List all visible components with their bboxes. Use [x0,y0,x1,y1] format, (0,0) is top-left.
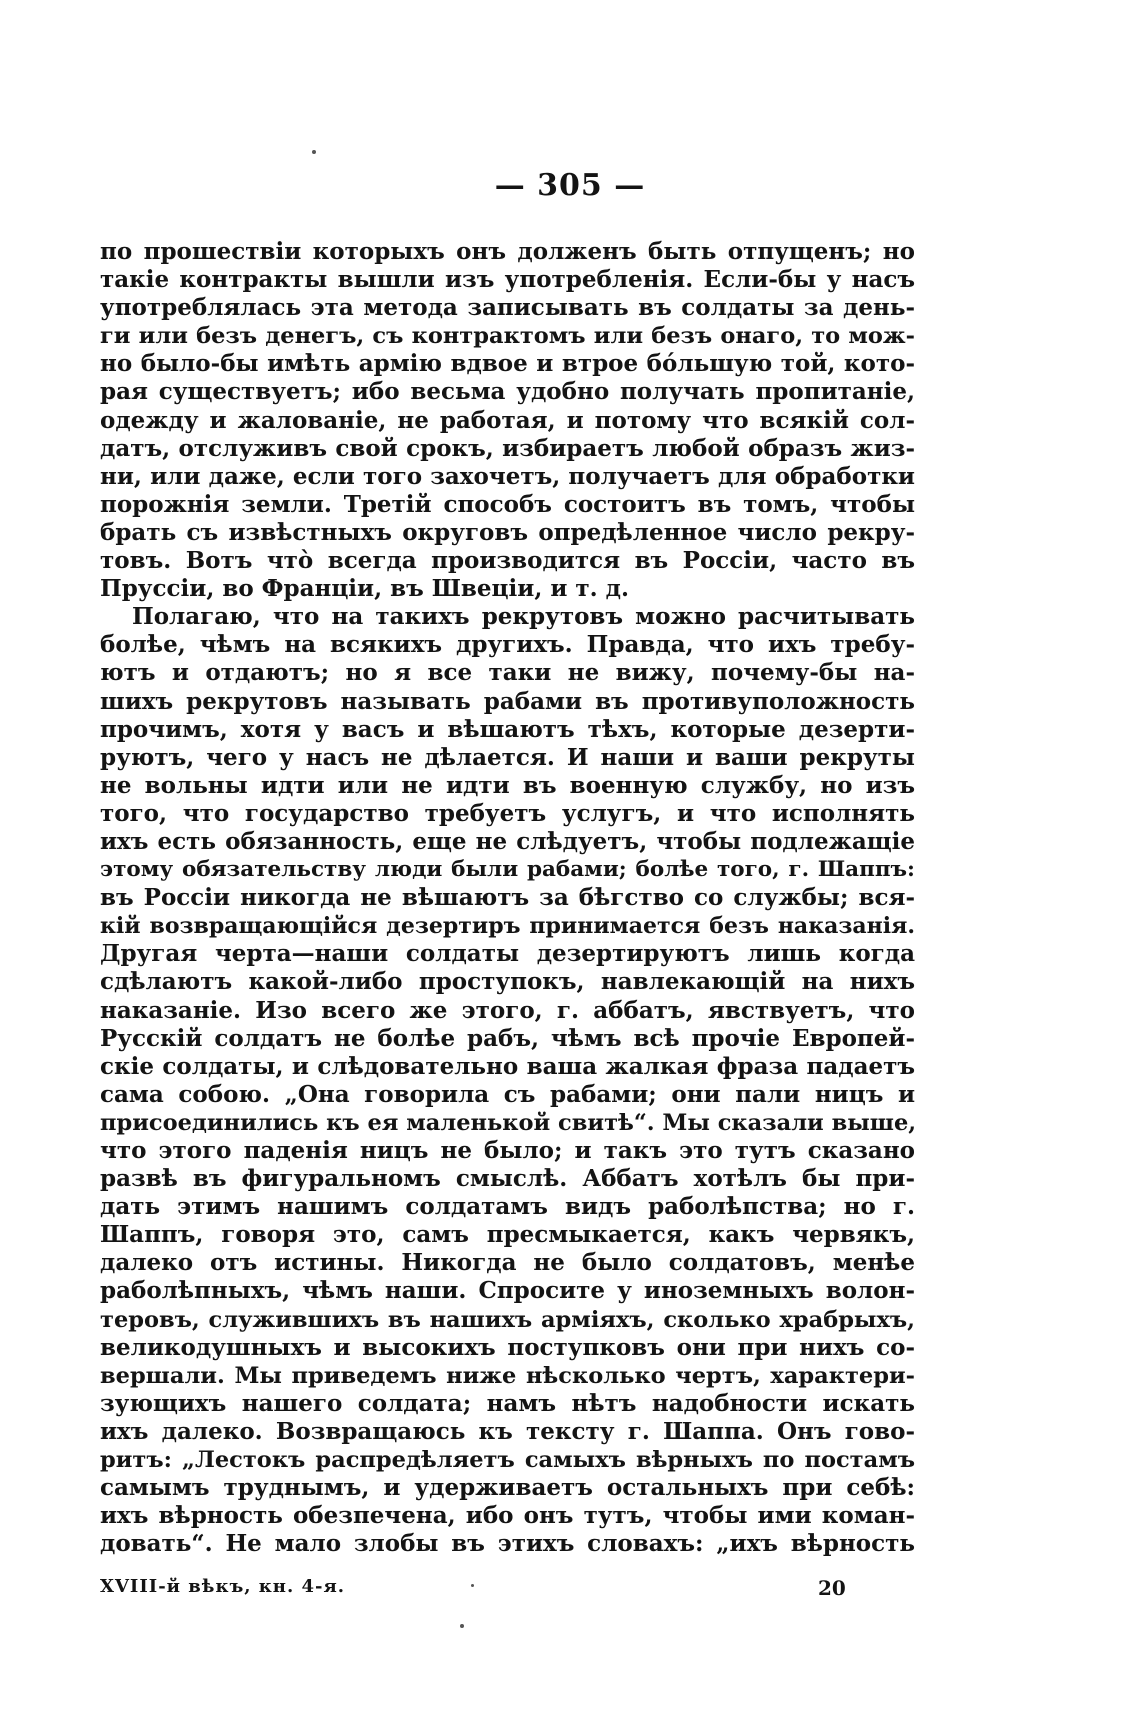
text-line: ихъ далеко. Возвращаюсь къ тексту г. Шаппа. Онъ гово- [100,1417,915,1445]
body-text [100,238,915,1558]
text-line: далеко отъ истины. Никогда не было солдатовъ, менѣе [100,1249,915,1277]
text-line: скіе солдаты, и слѣдовательно ваша жалкая фраза падаетъ [100,1052,915,1080]
text-line: великодушныхъ и высокихъ поступковъ они при нихъ со- [100,1333,915,1361]
text-line: кій возвращающійся дезертиръ принимается безъ наказанія. [100,913,915,940]
text-line: такіе контракты вышли изъ употребленія. Если-бы у насъ [100,266,915,294]
print-speck [312,150,316,154]
text-line: рая существуетъ; ибо весьма удобно получать пропитаніе, [100,378,915,406]
text-line: брать съ извѣстныхъ округовъ опредѣленное число рекру- [100,518,915,546]
print-speck [460,1624,464,1628]
text-line: прочимъ, хотя у васъ и вѣшаютъ тѣхъ, которые дезерти- [100,715,915,743]
text-line: этому обязательству люди были рабами; болѣе того, г. Шаппъ: [100,857,915,883]
sheet-number: 20 [818,1576,846,1600]
text-line: ихъ есть обязанность, еще не слѣдуетъ, чтобы подлежащіе [100,827,915,855]
text-line: теровъ, служившихъ въ нашихъ арміяхъ, сколько храбрыхъ, [100,1306,915,1333]
signature-mark: XVIII-й вѣкъ, кн. 4-я. [100,1576,346,1597]
text-line: довать“. Не мало злобы въ этихъ словахъ: „ихъ вѣрность [100,1530,915,1558]
text-line: раболѣпныхъ, чѣмъ наши. Спросите у иноземныхъ волон- [100,1277,915,1305]
text-line: но было-бы имѣть армію вдвое и втрое бо́льшую той, кото- [100,350,915,378]
text-line: развѣ въ фигуральномъ смыслѣ. Аббатъ хотѣлъ бы при- [100,1165,915,1193]
text-line: ютъ и отдаютъ; но я все таки не вижу, почему-бы на- [100,659,915,687]
page-footer [100,1576,915,1606]
text-line: вершали. Мы приведемъ ниже нѣсколько чертъ, характери- [100,1362,915,1389]
text-line: Пруссіи, во Франціи, въ Швеціи, и т. д. [100,575,629,603]
text-line: болѣе, чѣмъ на всякихъ другихъ. Правда, что ихъ требу- [100,631,915,659]
print-speck [471,1584,474,1587]
text-line: самымъ труднымъ, и удерживаетъ остальныхъ при себѣ: [100,1474,915,1502]
text-line: Шаппъ, говоря это, самъ пресмыкается, какъ червякъ, [100,1221,915,1249]
text-line: дать этимъ нашимъ солдатамъ видъ раболѣпства; но г. [100,1193,915,1221]
text-line: ги или безъ денегъ, съ контрактомъ или безъ онаго, то мож- [100,323,915,350]
text-line: ритъ: „Лестокъ распредѣляетъ самыхъ вѣрныхъ по постамъ [100,1447,915,1474]
text-line: наказаніе. Изо всего же этого, г. аббатъ, явствуетъ, что [100,996,915,1024]
text-line: присоединились къ ея маленькой свитѣ“. Мы сказали выше, [100,1109,917,1136]
text-line: сама собою. „Она говорила съ рабами; они пали ницъ и [100,1080,915,1108]
page-number: — 305 — [494,168,646,203]
text-line: датъ, отслуживъ свой срокъ, избираетъ любой образъ жиз- [100,434,915,462]
text-line: зующихъ нашего солдата; намъ нѣтъ надобности искать [100,1389,915,1417]
text-line: что этого паденія ницъ не было; и такъ это тутъ сказано [100,1137,915,1164]
text-line: ни, или даже, если того захочетъ, получаетъ для обработки [100,462,915,490]
text-line: Русскій солдатъ не болѣе рабъ, чѣмъ всѣ прочіе Европей- [100,1024,915,1052]
text-line: Другая черта—наши солдаты дезертируютъ лишь когда [100,940,915,968]
text-line: сдѣлаютъ какой-либо проступокъ, навлекающій на нихъ [100,968,915,996]
text-line: въ Россіи никогда не вѣшаютъ за бѣгство со службы; вся- [100,884,915,912]
text-line: употреблялась эта метода записывать въ солдаты за день- [100,294,915,322]
text-line: ихъ вѣрность обезпечена, ибо онъ тутъ, чтобы ими коман- [100,1502,915,1530]
text-line: порожнія земли. Третій способъ состоитъ въ томъ, чтобы [100,490,915,518]
text-line: по прошествіи которыхъ онъ долженъ быть отпущенъ; но [100,238,915,265]
text-line: товъ. Вотъ что̀ всегда производится въ Россіи, часто въ [100,547,915,575]
paragraph-start-line: Полагаю, что на такихъ рекрутовъ можно расчитывать [132,603,915,631]
text-line: руютъ, чего у насъ не дѣлается. И наши и ваши рекруты [100,743,915,771]
text-line: не вольны идти или не идти въ военную службу, но изъ [100,771,915,799]
text-line: того, что государство требуетъ услугъ, и что исполнять [100,799,915,827]
text-line: шихъ рекрутовъ называть рабами въ противуположность [100,687,915,715]
text-line: одежду и жалованіе, не работая, и потому что всякій сол- [100,406,915,434]
